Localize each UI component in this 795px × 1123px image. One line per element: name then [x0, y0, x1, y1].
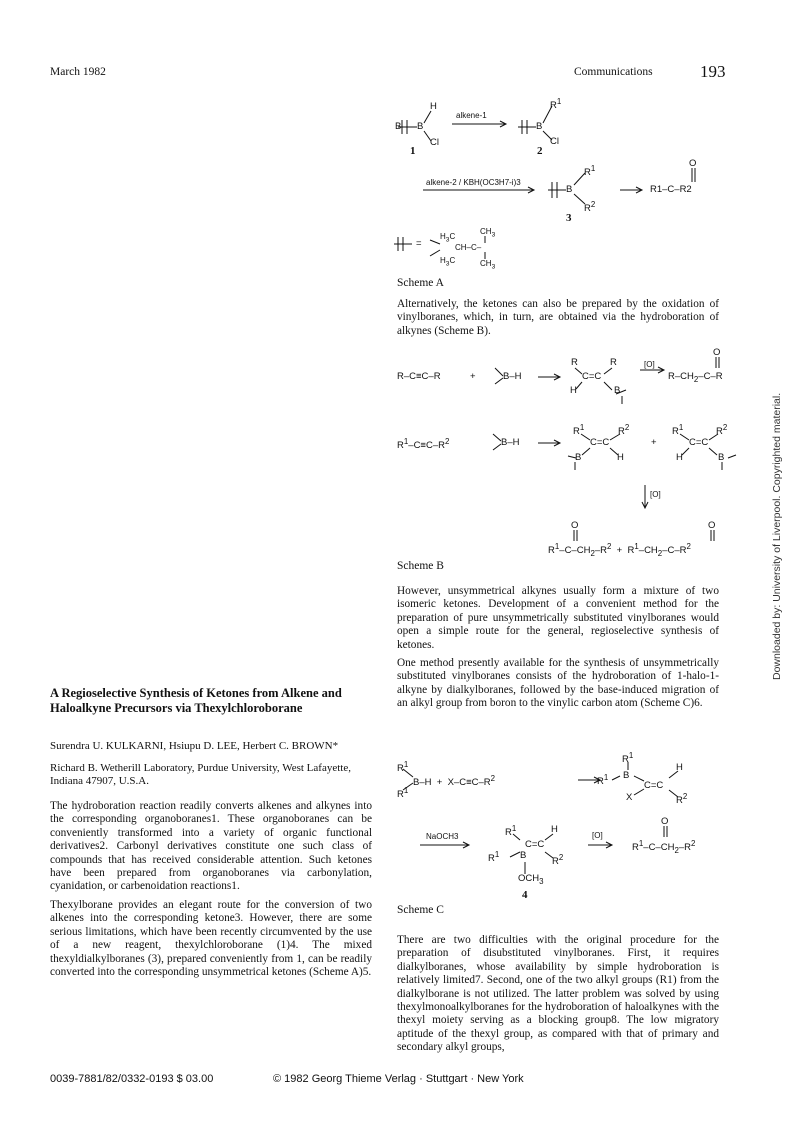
x-c2: X	[626, 792, 633, 803]
boron-b2a: B	[575, 452, 582, 463]
r2-c3: $R^2$	[552, 853, 564, 868]
boron-c3: B	[520, 850, 527, 861]
plus-b2: +	[651, 437, 657, 448]
r2-b2a: $R^2$	[618, 423, 630, 438]
boron-b2b: B	[718, 452, 725, 463]
thexyl-equals: =	[416, 238, 422, 249]
thexyl-h3c-bottom: $H_3C$	[440, 256, 456, 268]
r1-b2a: $R^1$	[573, 423, 585, 438]
article-affiliation: Richard B. Wetherill Laboratory, Purdue University, West Lafayette, Indiana 47907, U.S.A.	[50, 762, 351, 787]
alkene-c3: C=C	[525, 839, 545, 850]
download-notice: Downloaded by: University of Liverpool. Copyrighted material.	[771, 392, 783, 680]
paragraph-thexylborane: Thexylborane provides an elegant route for the conversion of two alkenes into the corresponding ketone3. However, there are some serious limitations, which have been recently circumvented by the use of a new reagent, thexylchloroborane (1)4. The mixed thexyldialkylboranes (3), prepared conveniently from 1, can be readily converted into the corresponding unsymmetrical ketones (Scheme A)5.	[50, 899, 372, 979]
oxidant-b1: [O]	[644, 360, 655, 369]
r1-c1b: $R^1$	[397, 786, 409, 801]
r2-c2: $R^2$	[676, 792, 688, 807]
oxidant-c: [O]	[592, 831, 603, 840]
h-c3: H	[551, 824, 558, 835]
h-c2: H	[676, 762, 683, 773]
r1-c3-top: $R^1$	[505, 824, 517, 839]
ketone-products-b: $R^1-C-CH_2-R^2 + R^1-CH_2-C-R^2$	[548, 542, 691, 559]
alkyne-b2: $R^1-C\equiv C-R^2$	[397, 437, 450, 452]
thexyl-ch3-bottom: $CH_3$	[480, 259, 496, 271]
r1-b2b: $R^1$	[672, 423, 684, 438]
dialkylborane-c1: $B-H + X-C\equiv C-R^2$	[413, 774, 496, 789]
r1-c2-left: $R^1$	[597, 773, 609, 788]
ketone-product-c: $R^1-C-CH_2-R^2$	[632, 839, 696, 856]
r-left-b1: R	[571, 357, 578, 368]
r2-b2b: $R^2$	[716, 423, 728, 438]
scheme-b-label: Scheme B	[397, 560, 444, 572]
ketone-b1: $R-CH_2-C-R$	[668, 371, 723, 384]
alkene-b1: C=C	[582, 371, 602, 382]
header-date: March 1982	[50, 66, 106, 78]
scheme-c-label: Scheme C	[397, 904, 444, 916]
chlorine-1: Cl	[430, 137, 439, 148]
alkene-b2a: C=C	[590, 437, 610, 448]
alkyne-b1: R–C≡C–R	[397, 371, 441, 382]
thexyl-ch-c: CH–C–	[455, 243, 482, 252]
och3-c3: $OCH_3$	[518, 873, 544, 886]
r1-c2-top: $R^1$	[622, 751, 634, 766]
footer-copyright: © 1982 Georg Thieme Verlag · Stuttgart · New York	[273, 1073, 524, 1085]
thexyl-ch3-top: $CH_3$	[480, 227, 496, 239]
paragraph-isomeric-ketones: However, unsymmetrical alkynes usually form a mixture of two isomeric ketones. Development of a convenient method for the preparation of pure unsymmetrically substituted vinylboranes would open a simple route for the general, regioselective synthesis of ketones.	[397, 585, 719, 651]
paragraph-scheme-b-intro: Alternatively, the ketones can also be prepared by the oxidation of vinylboranes, which, in turn, are obtained via the hydroboration of alkynes (Scheme B).	[397, 298, 719, 337]
h-b1: H	[570, 385, 577, 396]
boron-2: B	[536, 121, 543, 132]
scheme-a-label: Scheme A	[397, 277, 444, 289]
page-number: 193	[700, 62, 726, 81]
hydrogen-1: H	[430, 101, 437, 112]
borane-b1: B–H	[503, 371, 522, 382]
boron-b1: B	[614, 385, 621, 396]
thexyl-symbol-1: B	[395, 121, 402, 132]
paragraph-haloalkyne-method: One method presently available for the synthesis of unsymmetrically substituted vinylboranes consists of the hydroboration of 1-halo-1-alkyne by dialkylboranes, followed by the base-induced migration of an alkyl group from boron to the vinylic carbon atom (Scheme C)6.	[397, 657, 719, 710]
oxygen-b2b: O	[708, 520, 716, 531]
r1-3: $R^1$	[584, 164, 596, 179]
ketone-product-a: R1–C–R2	[650, 184, 692, 195]
paragraph-intro: The hydroboration reaction readily converts alkenes and alkynes into the corresponding organoboranes1. These organoboranes can be conveniently transformed into a variety of organic functional derivatives2. Carbonyl derivatives constitute one such class of compounds that has received considerable attention. Such ketones have been prepared from organoboranes via carbonylation, cyanidation, or carbenoidation reactions1.	[50, 800, 372, 893]
boron-3: B	[566, 184, 573, 195]
compound-label-3: 3	[566, 212, 572, 224]
oxygen-b1: O	[713, 347, 721, 358]
article-title: A Regioselective Synthesis of Ketones from Alkene and Haloalkyne Precursors via Thexylchloroborane	[50, 686, 342, 715]
borane-b2: B–H	[501, 437, 520, 448]
compound-label-1: 1	[410, 145, 416, 157]
reagent-alkene-1: alkene-1	[456, 111, 487, 120]
thexyl-h3c-top: $H_3C$	[440, 232, 456, 244]
footer-code: 0039-7881/82/0332-0193 $ 03.00	[50, 1073, 214, 1085]
plus-b1: +	[470, 371, 476, 382]
article-authors: Surendra U. KULKARNI, Hsiupu D. LEE, Herbert C. BROWN*	[50, 740, 339, 752]
boron-c2: B	[623, 770, 630, 781]
r-right-b1: R	[610, 357, 617, 368]
reagent-alkene-2: alkene-2 / KBH(OC3H7-i)3	[426, 178, 521, 187]
alkene-c2: C=C	[644, 780, 664, 791]
header-section: Communications	[574, 66, 653, 78]
oxygen-b2a: O	[571, 520, 579, 531]
reagent-naoch3: NaOCH3	[426, 832, 459, 841]
oxidant-b2: [O]	[650, 490, 661, 499]
chlorine-2: Cl	[550, 136, 559, 147]
boron-1: B	[417, 121, 424, 132]
alkene-b2b: C=C	[689, 437, 709, 448]
compound-label-2: 2	[537, 145, 543, 157]
compound-label-4: 4	[522, 889, 528, 901]
paragraph-difficulties: There are two difficulties with the original procedure for the preparation of disubstituted vinylboranes. First, it requires dialkylboranes, whose availability by simple hydroboration is relatively limited7. Second, one of the two alkyl groups (R1) from the dialkylborane is not utilized. The latter problem was solved by using thexylmonoalkylboranes for the hydroboration of haloalkynes with the thexyl moiety serving as a blocking group8. The low migratory aptitude of the thexyl group, as compared with that of primary and secondary alkyl groups,	[397, 934, 719, 1054]
oxygen-ketone-a: O	[689, 158, 697, 169]
r1-c1: $R^1$	[397, 760, 409, 775]
r1-2: $R^1$	[550, 97, 562, 112]
h-b2a: H	[617, 452, 624, 463]
h-b2b: H	[676, 452, 683, 463]
r2-3: $R^2$	[584, 200, 596, 215]
r1-c3-left: $R^1$	[488, 850, 500, 865]
oxygen-c: O	[661, 816, 669, 827]
